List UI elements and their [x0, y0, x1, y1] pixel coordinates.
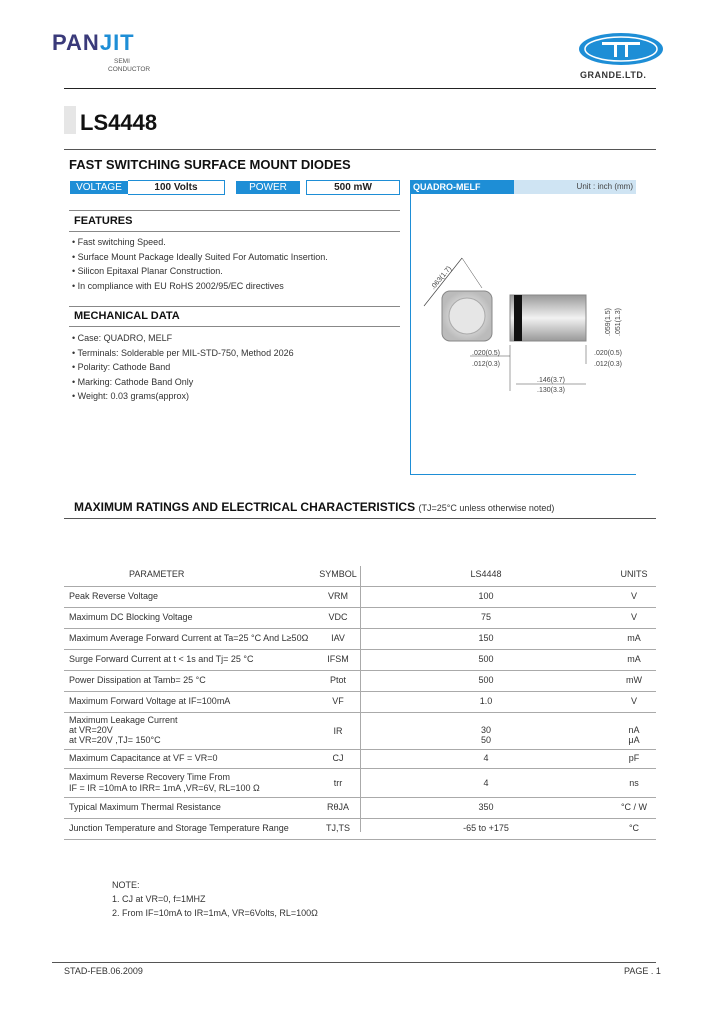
row-unit: °C / W: [620, 802, 648, 812]
features-top-rule: [69, 210, 400, 211]
row-symbol: CJ: [332, 753, 344, 763]
part-number: LS4448: [80, 110, 158, 135]
logo-sub-semi: SEMI: [114, 58, 130, 65]
row-value2: 50: [480, 735, 491, 745]
row-param-line2: at VR=20V: [69, 725, 113, 735]
dim-d5: .012(0.3): [594, 361, 623, 368]
table-row: [64, 650, 656, 671]
row-param: Surge Forward Current at t < 1s and Tj= 25 °C: [69, 654, 254, 664]
row-param: Junction Temperature and Storage Temperature Range: [69, 823, 289, 833]
package-name: QUADRO-MELF: [410, 180, 514, 194]
row-param: Maximum Leakage Current: [69, 715, 178, 725]
panjit-subtitle: [108, 58, 150, 74]
mechanical-bottom-rule: [69, 326, 400, 327]
dim-d1: .063(1.7): [429, 265, 454, 292]
table-header: [64, 566, 656, 587]
row-unit: V: [630, 591, 637, 601]
row-unit: V: [630, 696, 637, 706]
logo-jit-text: JIT: [99, 30, 135, 55]
row-value: 30: [480, 725, 491, 735]
row-unit: °C: [628, 823, 640, 833]
note-item: 2. From IF=10mA to IR=1mA, VR=6Volts, RL=100Ω: [112, 908, 318, 918]
row-value: 4: [483, 778, 489, 788]
dim-d7: .051(1.3): [615, 307, 622, 336]
table-row: [64, 769, 656, 798]
dim-d2: .020(0.5): [472, 350, 501, 357]
list-item: • Fast switching Speed.: [72, 237, 166, 247]
row-value: 75: [480, 612, 491, 622]
row-symbol: VRM: [328, 591, 348, 601]
list-item: • Silicon Epitaxal Planar Construction.: [72, 266, 223, 276]
col-units: UNITS: [620, 569, 648, 579]
row-unit: ns: [629, 778, 639, 788]
table-row: [64, 819, 656, 840]
dim-d8: .146(3.7): [537, 377, 566, 384]
row-symbol: VDC: [328, 612, 348, 622]
row-param: Maximum DC Blocking Voltage: [69, 612, 193, 622]
features-bottom-rule: [69, 231, 400, 232]
row-value: 500: [478, 654, 494, 664]
package-unit: Unit : inch (mm): [514, 180, 636, 194]
row-param: Typical Maximum Thermal Resistance: [69, 802, 221, 812]
power-label: POWER: [236, 181, 300, 194]
footer-date: STAD-FEB.06.2009: [64, 966, 143, 976]
row-symbol: Ptot: [329, 675, 346, 685]
row-value: -65 to +175: [463, 823, 509, 833]
list-item: • Terminals: Solderable per MIL-STD-750, Method 2026: [72, 347, 294, 358]
ratings-table: [64, 566, 656, 840]
ratings-heading-line: [74, 500, 554, 514]
row-unit: nA: [628, 725, 640, 735]
row-param: Peak Reverse Voltage: [69, 591, 159, 601]
dim-d6: .059(1.5): [605, 307, 612, 336]
side-view-shape: [510, 295, 586, 341]
row-value: 350: [478, 802, 494, 812]
dim-line: [462, 258, 482, 288]
logo-pan-text: PAN: [52, 30, 100, 55]
row-symbol: RθJA: [326, 802, 349, 812]
ratings-rule: [64, 518, 656, 519]
row-symbol: IAV: [331, 633, 345, 643]
row-param: Maximum Average Forward Current at Ta=25 °C And L≥50Ω: [69, 633, 309, 643]
table-row: [64, 692, 656, 713]
row-symbol: VF: [332, 696, 344, 706]
note-item: 1. CJ at VR=0, f=1MHZ: [112, 894, 206, 904]
table-row: [64, 608, 656, 629]
row-param: Maximum Forward Voltage at IF=100mA: [69, 696, 231, 706]
row-symbol: IR: [333, 726, 343, 736]
dim-d9: .130(3.3): [537, 387, 566, 394]
row-value: 150: [478, 633, 494, 643]
row-param: Power Dissipation at Tamb= 25 °C: [69, 675, 206, 685]
panjit-logo: [52, 30, 135, 56]
row-symbol: IFSM: [327, 654, 349, 664]
list-item: • In compliance with EU RoHS 2002/95/EC directives: [72, 280, 284, 291]
col-symbol: SYMBOL: [319, 569, 357, 579]
end-view-shape: [442, 291, 492, 341]
row-value: 100: [478, 591, 494, 601]
col-value: LS4448: [470, 569, 502, 579]
features-heading: FEATURES: [74, 215, 133, 227]
table-row: [64, 750, 656, 769]
dim-d4: .020(0.5): [594, 350, 623, 357]
part-number-accent: [64, 106, 76, 134]
header-rule: [64, 88, 656, 89]
table-row: [64, 798, 656, 819]
row-value: 1.0: [479, 696, 493, 706]
row-value: 4: [483, 753, 489, 763]
table-row: [64, 671, 656, 692]
row-symbol: TJ,TS: [326, 823, 350, 833]
footer-rule: [52, 962, 656, 963]
row-unit: V: [630, 612, 637, 622]
voltage-value: 100 Volts: [128, 180, 225, 195]
row-unit: mW: [626, 675, 642, 685]
row-unit: mA: [627, 654, 641, 664]
row-param: Maximum Reverse Recovery Time From: [69, 772, 231, 782]
table-row: [64, 629, 656, 650]
mechanical-list: [72, 331, 402, 404]
row-value: 500: [478, 675, 494, 685]
ratings-heading: MAXIMUM RATINGS AND ELECTRICAL CHARACTERISTICS: [74, 500, 416, 514]
logo-sub-conductor: CONDUCTOR: [108, 66, 151, 73]
list-item: • Case: QUADRO, MELF: [72, 333, 173, 343]
row-unit2: μA: [628, 735, 640, 745]
col-parameter: PARAMETER: [129, 569, 185, 579]
package-drawing: [410, 196, 636, 472]
mechanical-heading: MECHANICAL DATA: [74, 310, 180, 322]
dim-d3: .012(0.3): [472, 361, 501, 368]
table-row: [64, 713, 656, 750]
row-param-line2: IF = IR =10mA to IRR= 1mA ,VR=6V, RL=100 Ω: [69, 783, 260, 793]
list-item: • Weight: 0.03 grams(approx): [72, 391, 190, 401]
row-param: Maximum Capacitance at VF = VR=0: [69, 753, 218, 763]
ratings-condition: (TJ=25°C unless otherwise noted): [418, 503, 555, 513]
features-list: [72, 235, 402, 293]
title-rule: [64, 149, 656, 150]
row-param-line3: at VR=20V ,TJ= 150°C: [69, 735, 161, 745]
list-item: • Polarity: Cathode Band: [72, 362, 171, 372]
table-row: [64, 587, 656, 608]
power-value: 500 mW: [306, 180, 400, 195]
list-item: • Surface Mount Package Ideally Suited For Automatic Insertion.: [72, 251, 328, 262]
footer-page: PAGE . 1: [624, 966, 661, 976]
voltage-label: VOLTAGE: [70, 181, 128, 194]
grande-text: GRANDE.LTD.: [580, 70, 647, 80]
page-title: FAST SWITCHING SURFACE MOUNT DIODES: [69, 157, 351, 172]
mechanical-top-rule: [69, 306, 400, 307]
row-symbol: trr: [333, 778, 343, 788]
package-panel-bottom: [410, 474, 636, 475]
list-item: • Marking: Cathode Band Only: [72, 376, 194, 387]
notes-title: NOTE:: [112, 880, 140, 890]
row-unit: mA: [627, 633, 641, 643]
grande-logo-icon: [578, 32, 664, 66]
row-unit: pF: [628, 753, 640, 763]
